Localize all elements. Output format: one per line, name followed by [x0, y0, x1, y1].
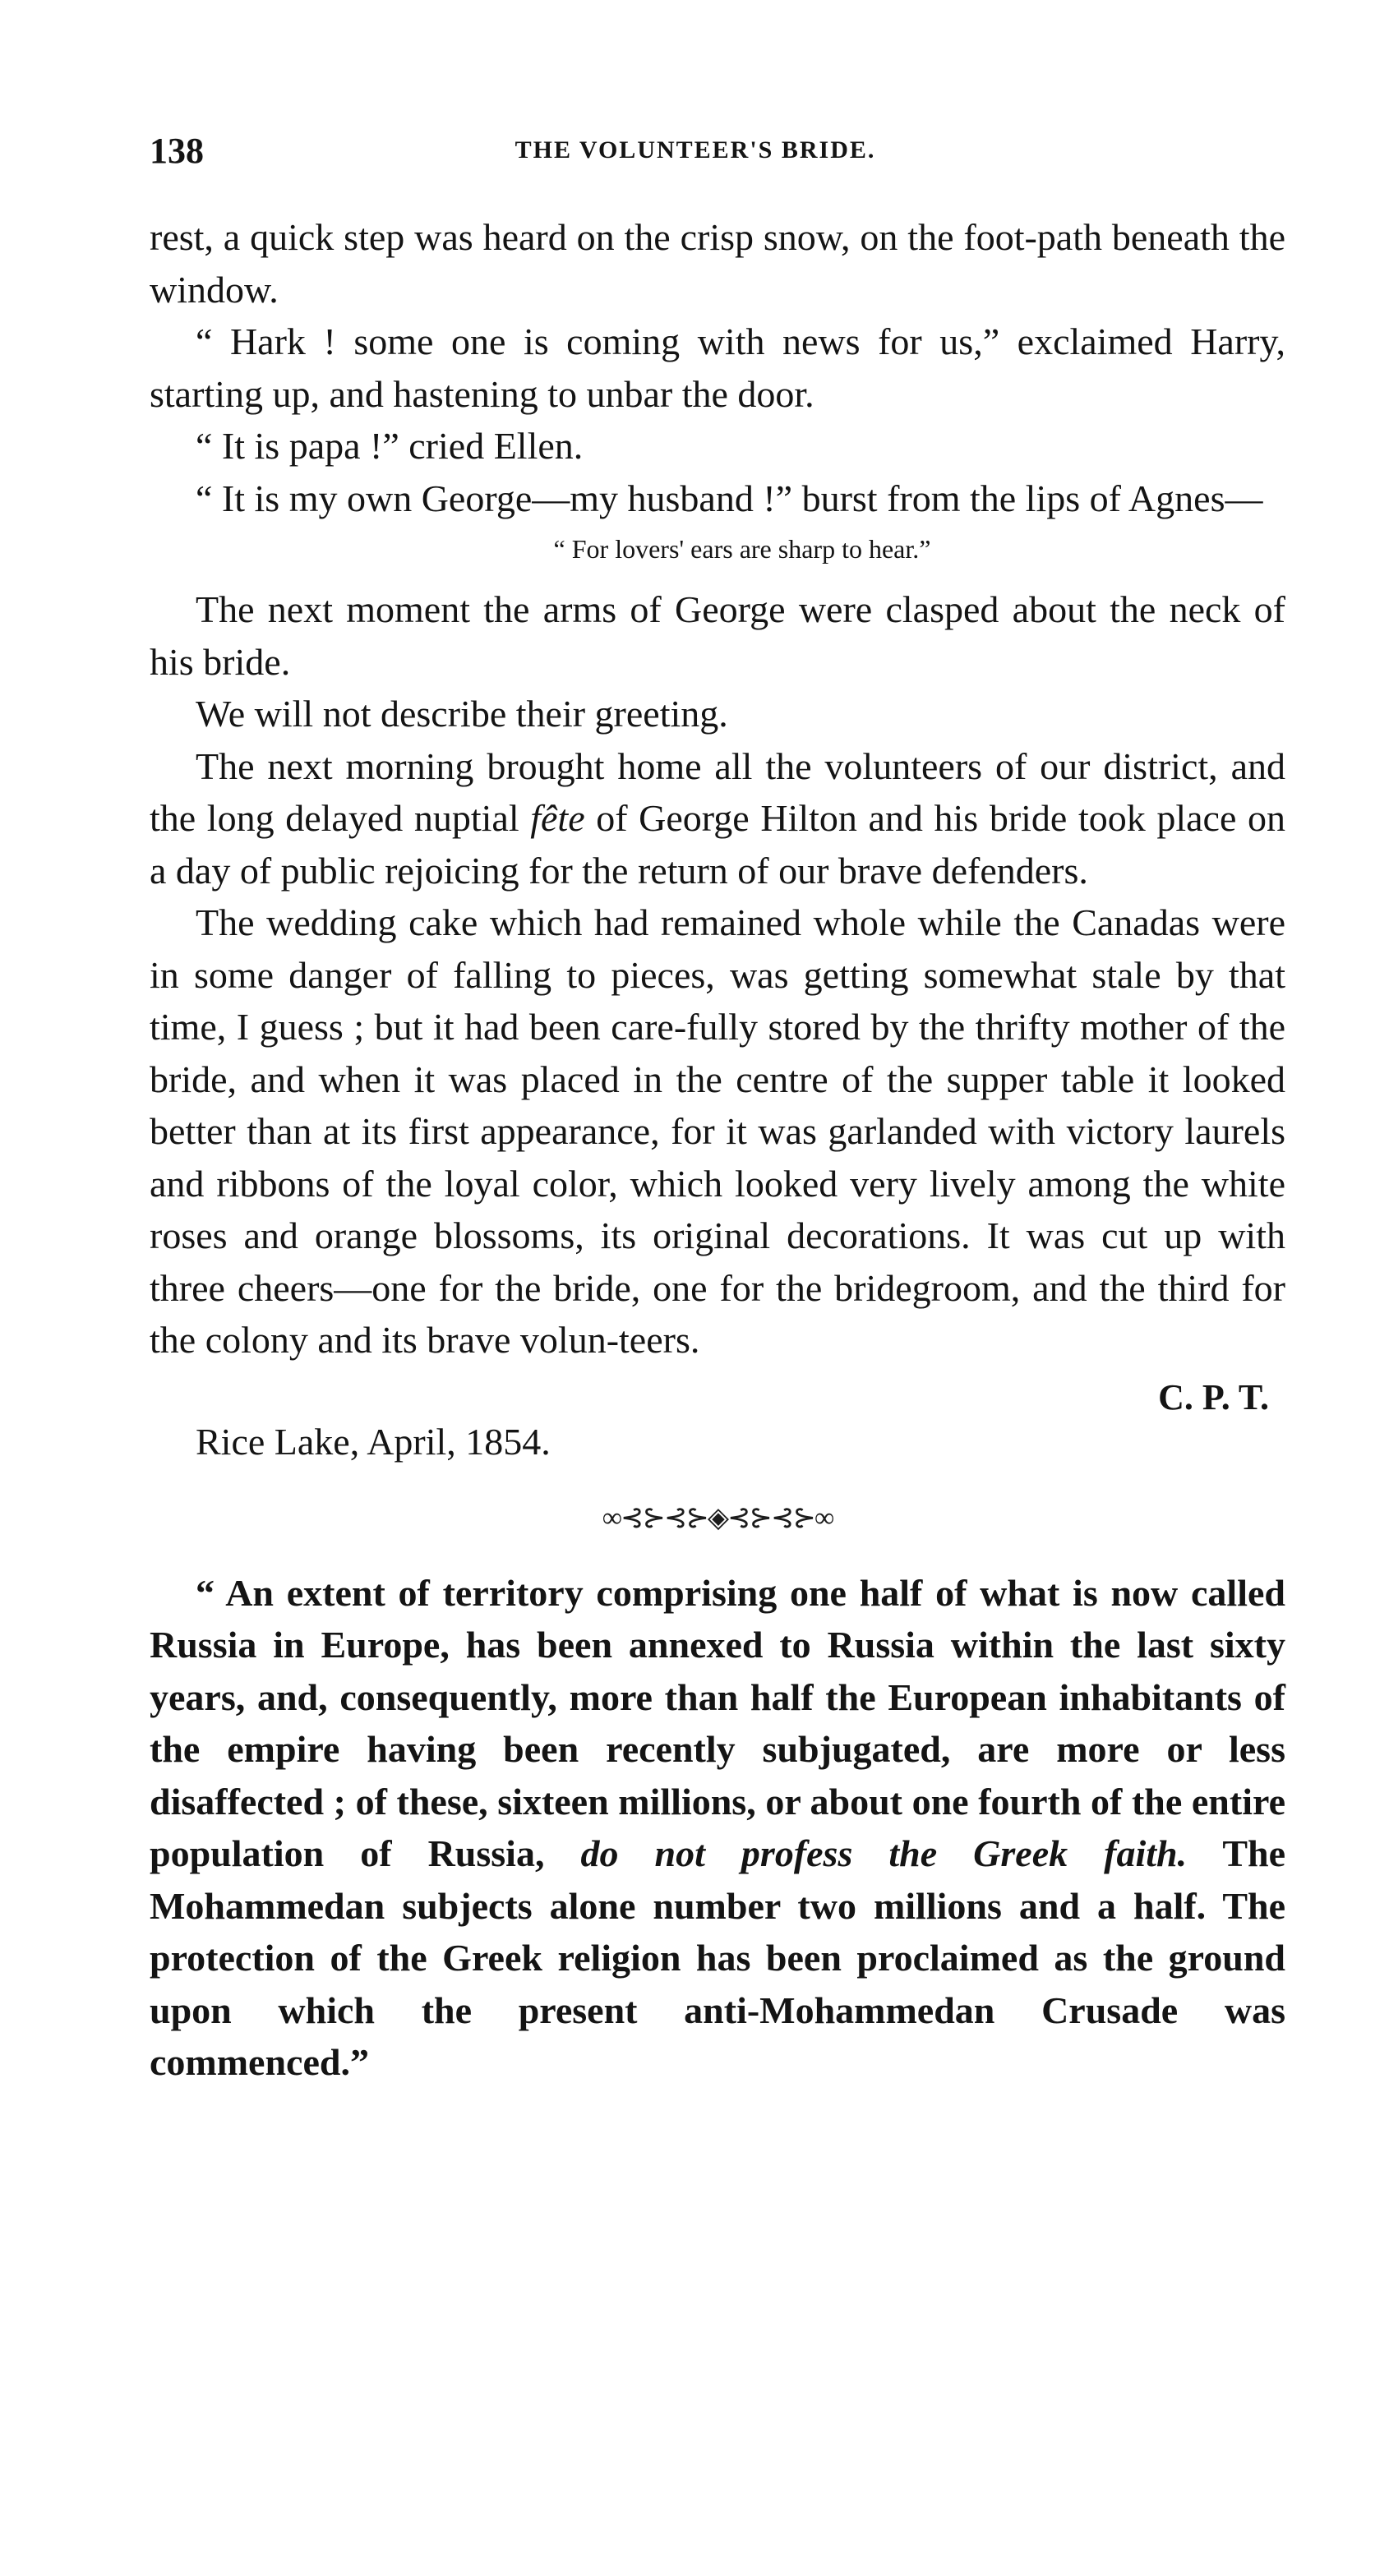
excerpt-paragraph: [150, 1567, 1285, 2089]
paragraph-next-moment: The next moment the arms of George were clasped about the neck of his bride.: [150, 588, 1285, 683]
paragraph-hark: “ Hark ! some one is coming with news for us,” exclaimed Harry, starting up, and hastening to unbar the door.: [150, 320, 1285, 415]
excerpt-part-a: “ An extent of territory comprising one half of what is now called Russia in Europe, has been annexed to Russia within the last sixty years, and, consequently, more than half the European inhabitants of the empire having been recently subjugated, are more or less disaffected ; of these, sixteen millions, or about one fourth of the entire population of Russia,: [150, 1571, 1285, 1874]
fete-italic: fête: [530, 797, 585, 839]
paragraph-next-morning: [150, 740, 1285, 897]
running-title: THE VOLUNTEER'S BRIDE.: [515, 136, 876, 164]
page-number: 138: [150, 131, 204, 171]
excerpt-part-b: The Mohammedan subjects alone number two millions and a half. The protection of the Greek religion has been proclaimed as the ground upon which the present anti-Mohammedan Crusade was commenced.”: [150, 1832, 1285, 2083]
page-body: [150, 211, 1285, 2089]
paragraph-greeting: We will not describe their greeting.: [196, 693, 728, 735]
paragraph-next-morning-part-b: of George Hilton and his bride took place on a day of public rejoicing for the return of our brave defenders.: [150, 797, 1285, 892]
place-date-line: Rice Lake, April, 1854.: [196, 1420, 551, 1463]
russia-excerpt: [150, 1567, 1285, 2089]
paragraph-wedding-cake: The wedding cake which had remained whole while the Canadas were in some danger of falling to pieces, was getting somewhat stale by that time, I guess ; but it had been care-fully stored by the thrifty mother of the bride, and when it was placed in the centre of the supper table it looked better than at its first appearance, for it was garlanded with victory laurels and ribbons of the loyal color, which looked very lively among the white roses and orange blossoms, its original decorations. It was cut up with three cheers—one for the bride, one for the bridegroom, and the third for the colony and its brave volun-teers.: [150, 901, 1285, 1361]
excerpt-italic: do not profess the Greek faith.: [580, 1832, 1188, 1874]
paragraph-papa: “ It is papa !” cried Ellen.: [196, 425, 584, 467]
paragraph-next-morning-part-a: The next morning brought home all the volunteers of our district, and the long delayed nuptial: [150, 744, 1285, 839]
decorative-ornament-divider: ∞⊰⊱⊰⊱◈⊰⊱⊰⊱∞: [602, 1502, 833, 1533]
verse-quote: “ For lovers' ears are sharp to hear.”: [553, 534, 931, 564]
author-signature: C. P. T.: [1158, 1376, 1269, 1417]
paragraph-george: “ It is my own George—my husband !” burst from the lips of Agnes—: [196, 477, 1263, 519]
paragraph-continuation: rest, a quick step was heard on the crisp snow, on the foot-path beneath the window.: [150, 216, 1285, 311]
page-header: [150, 130, 1241, 179]
